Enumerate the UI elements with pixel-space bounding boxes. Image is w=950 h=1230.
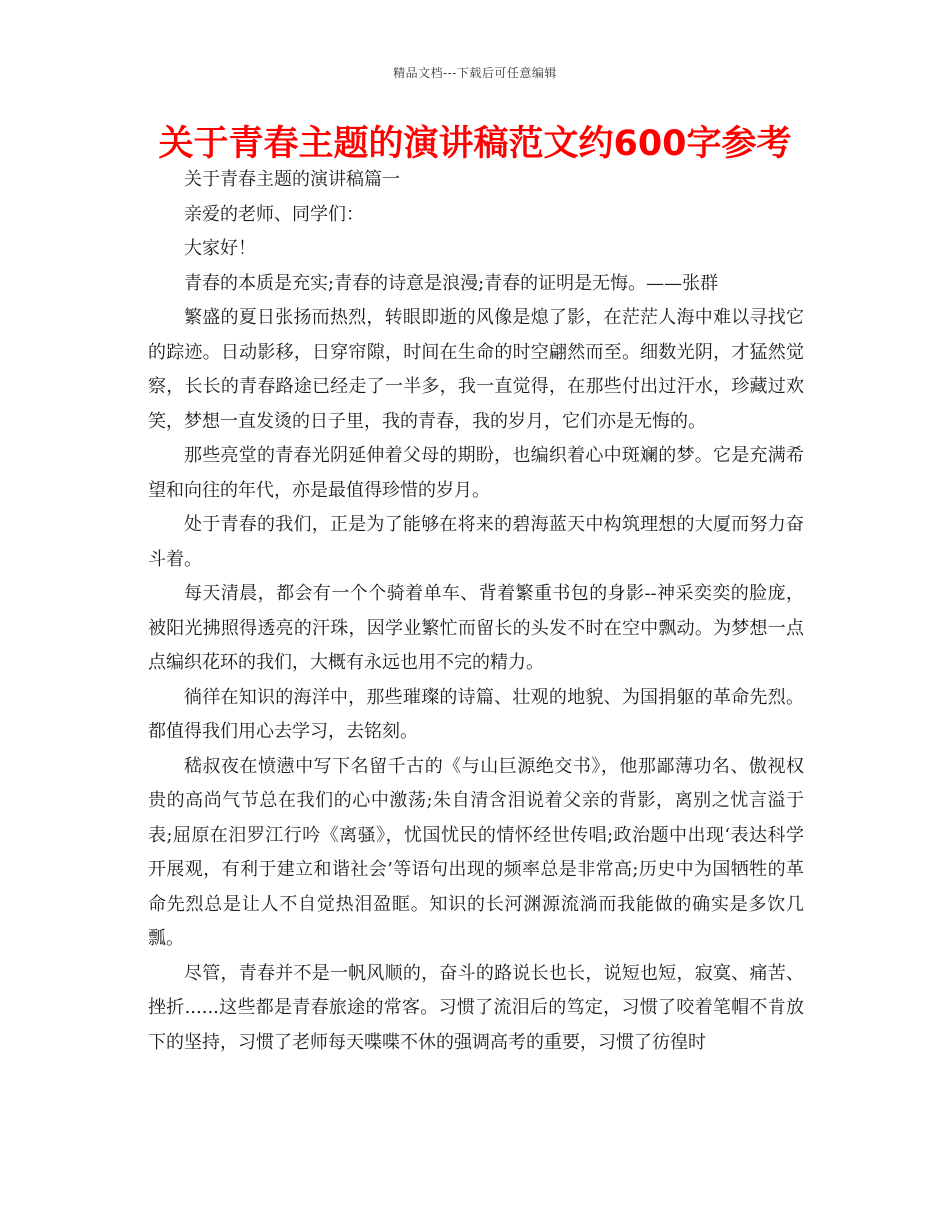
body-paragraph: 繁盛的夏日张扬而热烈，转眼即逝的风像是熄了影，在茫茫人海中难以寻找它的踪迹。日动影移，日穿帘隙，时间在生命的时空翩然而至。细数光阴，才猛然觉察，长长的青春路途已经走了一半多，我一直觉得，在那些付出过汗水，珍藏过欢笑，梦想一直发烫的日子里，我的青春，我的岁月，它们亦是无悔的。 — [148, 307, 804, 432]
body-paragraph: 处于青春的我们，正是为了能够在将来的碧海蓝天中构筑理想的大厦而努力奋斗着。 — [148, 514, 804, 570]
body-paragraph: 尽管，青春并不是一帆风顺的，奋斗的路说长也长，说短也短，寂寞、痛苦、挫折......这些都是青春旅途的常客。习惯了流泪后的笃定，习惯了咬着笔帽不肯放下的坚持，习惯了老师每天喋喋不休的强调高考的重要，习惯了彷徨时 — [148, 962, 804, 1053]
body-paragraph: 徜徉在知识的海洋中，那些璀璨的诗篇、壮观的地貌、为国捐躯的革命先烈。都值得我们用心去学习，去铭刻。 — [148, 686, 804, 742]
body-paragraph: 每天清晨，都会有一个个骑着单车、背着繁重书包的身影--神采奕奕的脸庞，被阳光拂照得透亮的汗珠，因学业繁忙而留长的头发不时在空中飘动。为梦想一点点编织花环的我们，大概有永远也用不完的精力。 — [148, 583, 804, 673]
body-paragraph: 那些亮堂的青春光阴延伸着父母的期盼，也编织着心中斑斓的梦。它是充满希望和向往的年代，亦是最值得珍惜的岁月。 — [148, 445, 804, 501]
section-heading: 关于青春主题的演讲稿篇一 — [184, 169, 400, 190]
page-header-note: 精品文档---下载后可任意编辑 — [393, 66, 557, 80]
document-body — [148, 163, 804, 1060]
epigraph-quote: 青春的本质是充实;青春的诗意是浪漫;青春的证明是无悔。——张群 — [184, 272, 719, 294]
salutation: 亲爱的老师、同学们： — [184, 203, 364, 225]
document-title: 关于青春主题的演讲稿范文约600字参考 — [158, 124, 792, 164]
greeting: 大家好！ — [184, 238, 256, 259]
body-paragraph: 嵇叔夜在愤懑中写下名留千古的《与山巨源绝交书》，他那鄙薄功名、傲视权贵的高尚气节总在我们的心中激荡;朱自清含泪说着父亲的背影，离别之忧言溢于表;屈原在汨罗江行吟《离骚》，忧国忧民的情怀经世传唱;政治题中出现‘表达科学开展观，有利于建立和谐社会’等语句出现的频率总是非常高;历史中为国牺牲的革命先烈总是让人不自觉热泪盈眶。知识的长河渊源流淌而我能做的确实是多饮几瓢。 — [148, 755, 804, 949]
